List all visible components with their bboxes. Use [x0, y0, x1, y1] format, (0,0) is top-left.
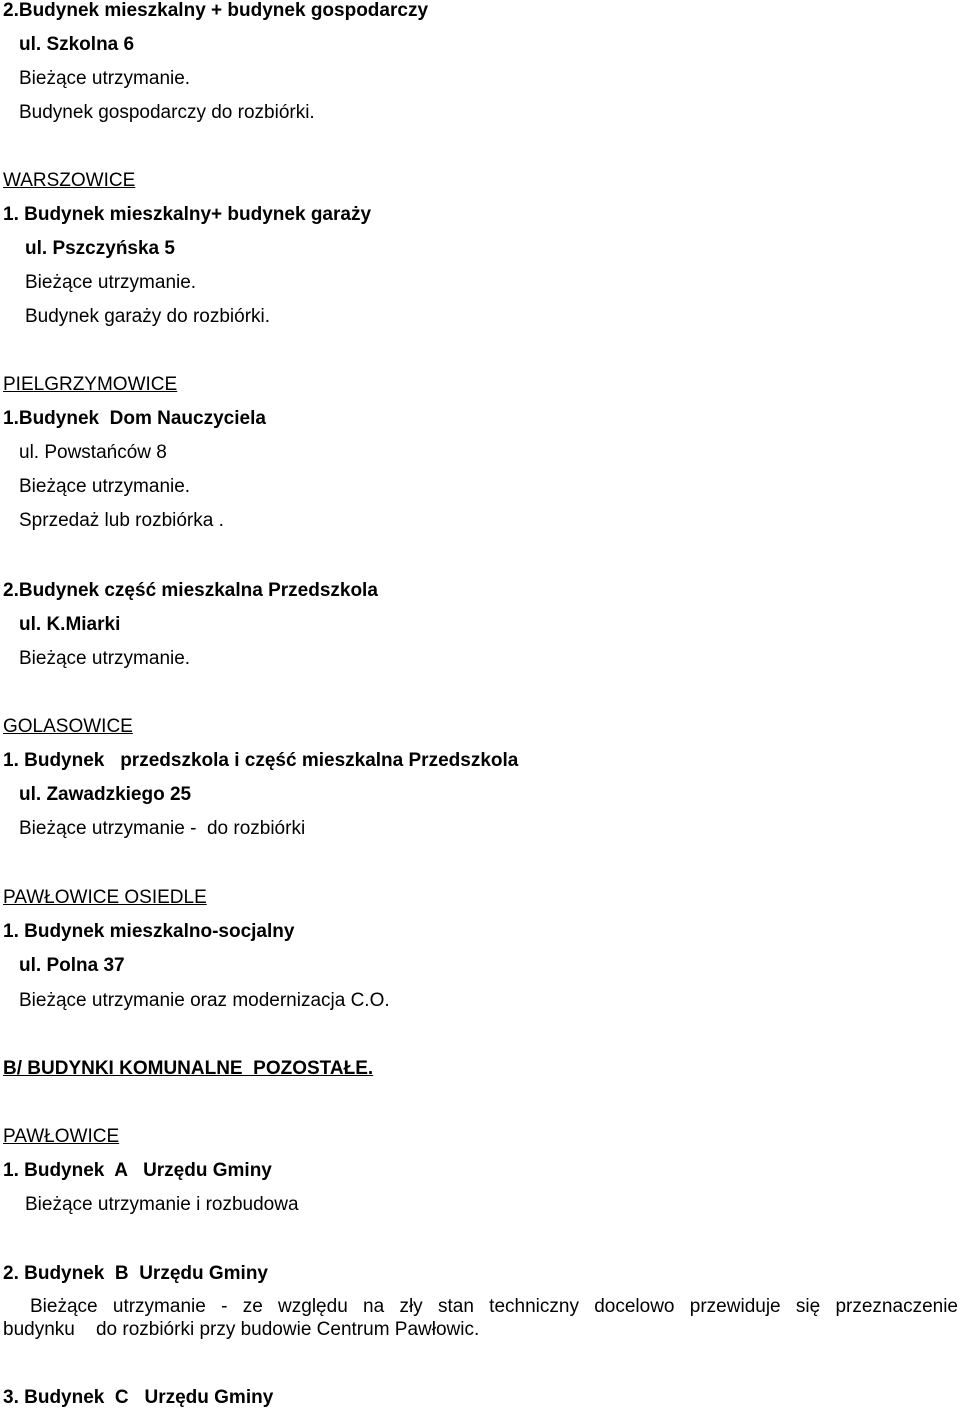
building-title: 1. Budynek przedszkola i część mieszkalna Przedszkola: [3, 750, 519, 771]
building-address: ul. Polna 37: [19, 955, 125, 976]
maintenance-text: Bieżące utrzymanie i rozbudowa: [25, 1194, 299, 1215]
section-heading-pawlowice: PAWŁOWICE: [3, 1126, 120, 1147]
building-address: ul. Pszczyńska 5: [25, 238, 175, 259]
building-title: 1. Budynek mieszkalno-socjalny: [3, 921, 295, 942]
section-heading-b: B/ BUDYNKI KOMUNALNE POZOSTAŁE.: [3, 1058, 374, 1079]
maintenance-text: Bieżące utrzymanie.: [25, 272, 197, 293]
section-heading-warszowice: WARSZOWICE: [3, 170, 136, 191]
building-title: 3. Budynek C Urzędu Gminy: [3, 1387, 274, 1408]
building-title: 2.Budynek mieszkalny + budynek gospodarczy: [3, 0, 429, 21]
section-heading-pielgrzymowice: PIELGRZYMOWICE: [3, 374, 178, 395]
building-address: ul. Powstańców 8: [19, 442, 167, 463]
building-title: 1.Budynek Dom Nauczyciela: [3, 408, 266, 429]
maintenance-text: Bieżące utrzymanie oraz modernizacja C.O.: [19, 990, 390, 1011]
maintenance-text: Bieżące utrzymanie - do rozbiórki: [19, 818, 306, 839]
note-text: Sprzedaż lub rozbiórka .: [19, 510, 224, 531]
maintenance-text: Bieżące utrzymanie.: [19, 648, 191, 669]
description-line: Bieżące utrzymanie - ze względu na zły stan techniczny docelowo przewiduje się przeznaczenie: [30, 1296, 958, 1317]
maintenance-text: Bieżące utrzymanie.: [19, 476, 191, 497]
building-title: 2. Budynek B Urzędu Gminy: [3, 1263, 268, 1284]
note-text: Budynek gospodarczy do rozbiórki.: [19, 102, 315, 123]
building-address: ul. Zawadzkiego 25: [19, 784, 192, 805]
section-heading-pawlowice-osiedle: PAWŁOWICE OSIEDLE: [3, 887, 207, 908]
building-address: ul. Szkolna 6: [19, 34, 135, 55]
note-text: Budynek garaży do rozbiórki.: [25, 306, 271, 327]
building-title: 1. Budynek mieszkalny+ budynek garaży: [3, 204, 372, 225]
maintenance-text: Bieżące utrzymanie.: [19, 68, 191, 89]
building-title: 1. Budynek A Urzędu Gminy: [3, 1160, 272, 1181]
building-title: 2.Budynek część mieszkalna Przedszkola: [3, 580, 378, 601]
building-address: ul. K.Miarki: [19, 614, 121, 635]
description-line: budynku do rozbiórki przy budowie Centrum Pawłowic.: [3, 1319, 480, 1340]
section-heading-golasowice: GOLASOWICE: [3, 716, 133, 737]
